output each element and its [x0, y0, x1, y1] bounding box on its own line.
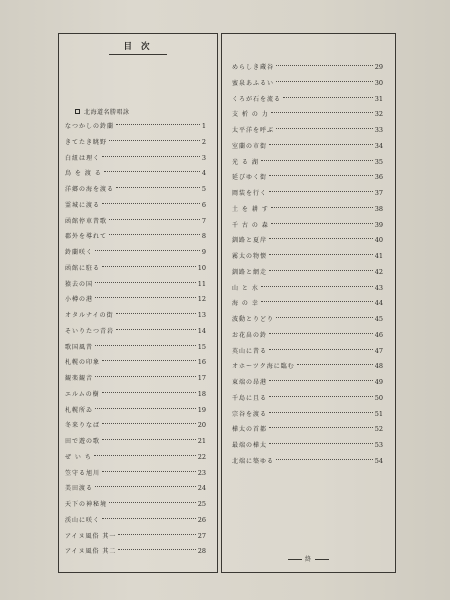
toc-entry-page: 51	[374, 409, 383, 418]
dot-leader	[271, 207, 373, 208]
dot-leader	[102, 392, 196, 393]
toc-entry-title: 蜜泉あふるい	[232, 79, 275, 87]
toc-entry-page: 39	[374, 220, 383, 229]
toc-entry-page: 43	[374, 283, 383, 292]
toc-right-column	[221, 33, 396, 573]
toc-entry-title: アイヌ風俗 其二	[65, 548, 117, 556]
toc-entry-page: 5	[201, 185, 206, 193]
toc-entry-title: 小樽の港	[65, 296, 94, 304]
toc-entry	[59, 387, 217, 403]
toc-entry	[59, 229, 217, 245]
toc-entry-page: 41	[374, 252, 383, 260]
dot-leader	[102, 518, 196, 519]
dot-leader	[109, 234, 200, 235]
toc-entry	[59, 261, 217, 277]
dot-leader	[269, 412, 373, 413]
toc-entry-page: 14	[197, 326, 206, 335]
toc-entry-title: 函館停車昔歌	[65, 217, 108, 225]
dot-leader	[102, 266, 196, 267]
toc-left-column	[58, 33, 218, 573]
section-title: 北海道名勝唱詠	[84, 109, 130, 116]
toc-entry-page: 45	[374, 315, 383, 323]
toc-entry	[222, 296, 395, 312]
toc-entry	[222, 422, 395, 438]
dot-leader	[102, 203, 200, 204]
toc-entry	[59, 450, 217, 466]
dot-leader	[269, 238, 373, 239]
dot-leader	[269, 254, 373, 255]
square-bullet-icon	[75, 109, 80, 114]
toc-entry-title: なつかしの鈴蘭	[65, 123, 115, 130]
toc-entry-title: 光 る 湖	[232, 158, 259, 166]
toc-entry-title: 渓山に咲く	[65, 516, 101, 524]
dot-leader	[283, 97, 373, 98]
dot-leader	[109, 502, 196, 503]
toc-entry	[222, 328, 395, 344]
toc-entry-title: 田で遊の歌	[65, 438, 101, 445]
toc-entry-title: 札幌所ゐ	[65, 406, 94, 414]
toc-entry	[59, 497, 217, 513]
toc-entry	[222, 344, 395, 360]
toc-entry	[222, 202, 395, 218]
toc-entry-page: 12	[197, 295, 206, 304]
toc-entry	[59, 119, 217, 135]
toc-entry-page: 4	[201, 169, 206, 178]
dot-leader	[102, 360, 196, 361]
toc-entry-page: 44	[374, 299, 383, 308]
dot-leader	[276, 81, 373, 82]
section-heading	[75, 107, 130, 116]
dot-leader	[271, 223, 373, 224]
dot-leader	[116, 187, 200, 188]
toc-entry-title: 土 を 耕 す	[232, 205, 269, 213]
toc-entry	[59, 481, 217, 497]
toc-entry	[59, 151, 217, 167]
toc-entry	[59, 434, 217, 450]
toc-entry	[222, 407, 395, 423]
toc-entry	[59, 308, 217, 324]
toc-entry	[59, 277, 217, 293]
dot-leader	[95, 345, 196, 346]
dot-leader	[118, 534, 195, 535]
toc-entry-title: 英山に昔る	[232, 347, 268, 355]
dot-leader	[271, 112, 373, 113]
toc-entry	[222, 312, 395, 328]
toc-entry-page: 35	[374, 157, 383, 166]
dot-leader	[269, 349, 373, 350]
toc-entry	[222, 359, 395, 375]
toc-entry	[222, 438, 395, 454]
toc-entry-title: 猿去の国	[65, 280, 94, 288]
toc-entry-title: アイヌ風俗 其一	[65, 532, 117, 540]
toc-entry-page: 2	[201, 137, 206, 146]
toc-entry-title: 郡外を導れて	[65, 233, 108, 241]
toc-entry-title: 天下の神秘境	[65, 501, 108, 508]
toc-entry-list-right	[222, 60, 395, 470]
toc-entry-page: 53	[374, 441, 383, 449]
dot-leader	[104, 171, 200, 172]
toc-entry-page: 49	[374, 378, 383, 386]
toc-entry	[222, 123, 395, 139]
toc-entry	[59, 198, 217, 214]
toc-entry-page: 25	[197, 500, 206, 508]
toc-entry	[222, 233, 395, 249]
toc-entry	[222, 218, 395, 234]
toc-entry-page: 23	[197, 468, 206, 477]
toc-entry-title: 冬来りなば	[65, 422, 101, 430]
toc-entry	[222, 454, 395, 470]
toc-title: 目 次	[123, 42, 153, 52]
toc-entry-page: 17	[197, 374, 206, 382]
toc-entry	[222, 249, 395, 265]
toc-entry-page: 19	[197, 405, 206, 414]
dot-leader	[116, 329, 196, 330]
toc-entry-title: 鳥 を 渡 る	[65, 170, 102, 178]
toc-entry-title: エルムの樹	[65, 390, 100, 398]
toc-entry	[59, 182, 217, 198]
dot-leader	[95, 486, 196, 487]
toc-entry-page: 48	[374, 362, 383, 371]
toc-entry-title: 函館に駐る	[65, 264, 101, 272]
toc-entry-title: 釧路と夏岸	[232, 237, 268, 245]
toc-entry	[59, 529, 217, 545]
toc-entry-page: 31	[374, 94, 383, 103]
toc-entry-title: オホーツク海に臨む	[232, 363, 295, 371]
dot-leader	[94, 455, 196, 456]
toc-entry-title: 霊城に渡る	[65, 201, 101, 209]
toc-entry	[222, 281, 395, 297]
toc-entry-title: 霧太の物懐	[232, 253, 268, 260]
toc-entry	[222, 375, 395, 391]
title-underline	[109, 54, 167, 55]
toc-entry-page: 52	[374, 425, 383, 434]
toc-entry-page: 38	[374, 204, 383, 213]
toc-entry-page: 46	[374, 330, 383, 339]
dot-leader	[95, 408, 196, 409]
dot-leader	[109, 140, 200, 141]
end-dash-left	[288, 559, 302, 560]
toc-entry-page: 22	[197, 452, 206, 461]
toc-entry-title: オタルナイの街	[65, 312, 114, 319]
toc-entry-title: 釧路と網走	[232, 268, 268, 276]
dot-leader	[102, 423, 196, 424]
toc-entry	[59, 324, 217, 340]
toc-entry-page: 3	[201, 153, 206, 162]
toc-entry-page: 36	[374, 173, 383, 182]
toc-entry-title: 支 析 の 力	[232, 111, 269, 119]
toc-entry	[59, 355, 217, 371]
end-mark	[222, 554, 395, 563]
toc-entry-title: 延びゆく街	[232, 174, 268, 182]
toc-entry-page: 29	[374, 63, 383, 71]
dot-leader	[269, 396, 373, 397]
toc-entry	[222, 186, 395, 202]
dot-leader	[109, 219, 200, 220]
toc-entry-page: 28	[197, 547, 206, 556]
toc-entry-page: 10	[197, 263, 206, 272]
toc-entry	[222, 107, 395, 123]
toc-entry	[59, 166, 217, 182]
toc-entry-page: 50	[374, 393, 383, 402]
toc-entry-title: きてたき眺野	[65, 138, 108, 146]
dot-leader	[261, 301, 373, 302]
dot-leader	[269, 380, 373, 381]
toc-entry-page: 37	[374, 189, 383, 197]
toc-entry	[59, 371, 217, 387]
toc-entry	[222, 265, 395, 281]
dot-leader	[261, 160, 373, 161]
dot-leader	[269, 443, 373, 444]
dot-leader	[269, 270, 373, 271]
end-dash-right	[315, 559, 329, 560]
toc-entry-title: 海 の 幸	[232, 300, 259, 308]
toc-entry-title: ぜ い ち	[65, 453, 92, 461]
toc-entry-title: 千島に且る	[232, 394, 268, 402]
toc-entry-page: 21	[197, 437, 206, 445]
toc-entry	[59, 403, 217, 419]
toc-entry-title: そいりたつ青岩	[65, 327, 115, 335]
toc-entry	[59, 245, 217, 261]
toc-entry-title: 山 と 水	[232, 284, 259, 292]
toc-entry-title: 北端に築ゆる	[232, 457, 275, 465]
toc-entry	[59, 340, 217, 356]
toc-entry-page: 15	[197, 342, 206, 351]
toc-entry-page: 9	[201, 248, 206, 256]
toc-entry-page: 11	[197, 279, 206, 288]
toc-entry-page: 34	[374, 141, 383, 150]
toc-entry-page: 30	[374, 78, 383, 87]
toc-entry	[222, 155, 395, 171]
dot-leader	[95, 250, 200, 251]
toc-entry	[59, 135, 217, 151]
toc-entry	[59, 513, 217, 529]
toc-entry-title: 鈴蘭咲く	[65, 249, 94, 256]
dot-leader	[118, 549, 195, 550]
toc-entry-title: 最端の樺太	[232, 442, 268, 449]
toc-entry-list-left	[59, 119, 217, 560]
dot-leader	[276, 317, 373, 318]
dot-leader	[102, 439, 196, 440]
toc-entry-page: 54	[374, 456, 383, 465]
toc-entry	[222, 60, 395, 76]
toc-entry-page: 27	[197, 531, 206, 540]
toc-entry-page: 24	[197, 484, 206, 493]
dot-leader	[95, 376, 196, 377]
toc-entry-title: 太平洋を呼ぶ	[232, 127, 275, 134]
dot-leader	[276, 459, 373, 460]
toc-entry	[59, 544, 217, 560]
toc-entry-page: 8	[201, 232, 206, 241]
toc-entry-title: 波動とりどり	[232, 316, 275, 323]
dot-leader	[102, 156, 200, 157]
toc-entry-page: 42	[374, 267, 383, 276]
toc-entry	[222, 139, 395, 155]
dot-leader	[269, 191, 373, 192]
dot-leader	[269, 333, 373, 334]
toc-entry-page: 6	[201, 200, 206, 209]
toc-entry-title: 白紐は理く	[65, 154, 101, 162]
toc-entry-title: 東端の昂港	[232, 379, 268, 386]
toc-entry	[222, 76, 395, 92]
toc-entry-title: 歌国風昔	[65, 343, 94, 351]
toc-entry-title: 千 古 の 森	[232, 221, 269, 229]
toc-entry-page: 26	[197, 515, 206, 524]
toc-entry-page: 32	[374, 110, 383, 119]
toc-entry	[59, 466, 217, 482]
toc-entry-title: 笠守る旭川	[65, 469, 101, 477]
toc-entry-title: お花畠の鈴	[232, 331, 268, 339]
toc-entry-title: 岡装を行く	[232, 190, 268, 197]
toc-entry-page: 47	[374, 346, 383, 355]
dot-leader	[102, 471, 196, 472]
dot-leader	[276, 65, 373, 66]
toc-entry	[59, 292, 217, 308]
dot-leader	[297, 364, 373, 365]
toc-entry-title: 樺太の首都	[232, 426, 268, 434]
dot-leader	[116, 313, 196, 314]
toc-entry	[222, 170, 395, 186]
toc-entry-page: 16	[197, 358, 206, 367]
toc-entry-page: 40	[374, 236, 383, 245]
end-mark-text: 終	[304, 556, 312, 563]
toc-entry-title: 洋郷の海を渡る	[65, 186, 115, 193]
toc-entry-page: 20	[197, 421, 206, 430]
toc-entry-page: 13	[197, 311, 206, 319]
toc-entry-title: くろが石を流る	[232, 95, 282, 103]
toc-entry-title: 美田渡る	[65, 485, 94, 493]
toc-entry	[59, 418, 217, 434]
toc-entry	[222, 92, 395, 108]
toc-entry-title: めらしき蔵谷	[232, 64, 275, 71]
toc-entry-page: 33	[374, 126, 383, 134]
toc-entry	[222, 391, 395, 407]
dot-leader	[269, 144, 373, 145]
toc-entry-title: 室蘭の市街	[232, 142, 268, 150]
toc-entry-page: 18	[197, 389, 206, 398]
toc-entry-page: 1	[201, 122, 206, 130]
dot-leader	[276, 128, 373, 129]
toc-entry-title: 観楽観音	[65, 375, 94, 382]
toc-entry	[59, 214, 217, 230]
dot-leader	[116, 124, 200, 125]
toc-entry-page: 7	[201, 216, 206, 225]
dot-leader	[269, 175, 373, 176]
dot-leader	[261, 286, 373, 287]
dot-leader	[269, 427, 373, 428]
toc-entry-title: 札幌の印象	[65, 359, 101, 367]
dot-leader	[95, 282, 196, 283]
toc-entry-title: 宗谷を渡る	[232, 410, 268, 418]
dot-leader	[95, 297, 196, 298]
